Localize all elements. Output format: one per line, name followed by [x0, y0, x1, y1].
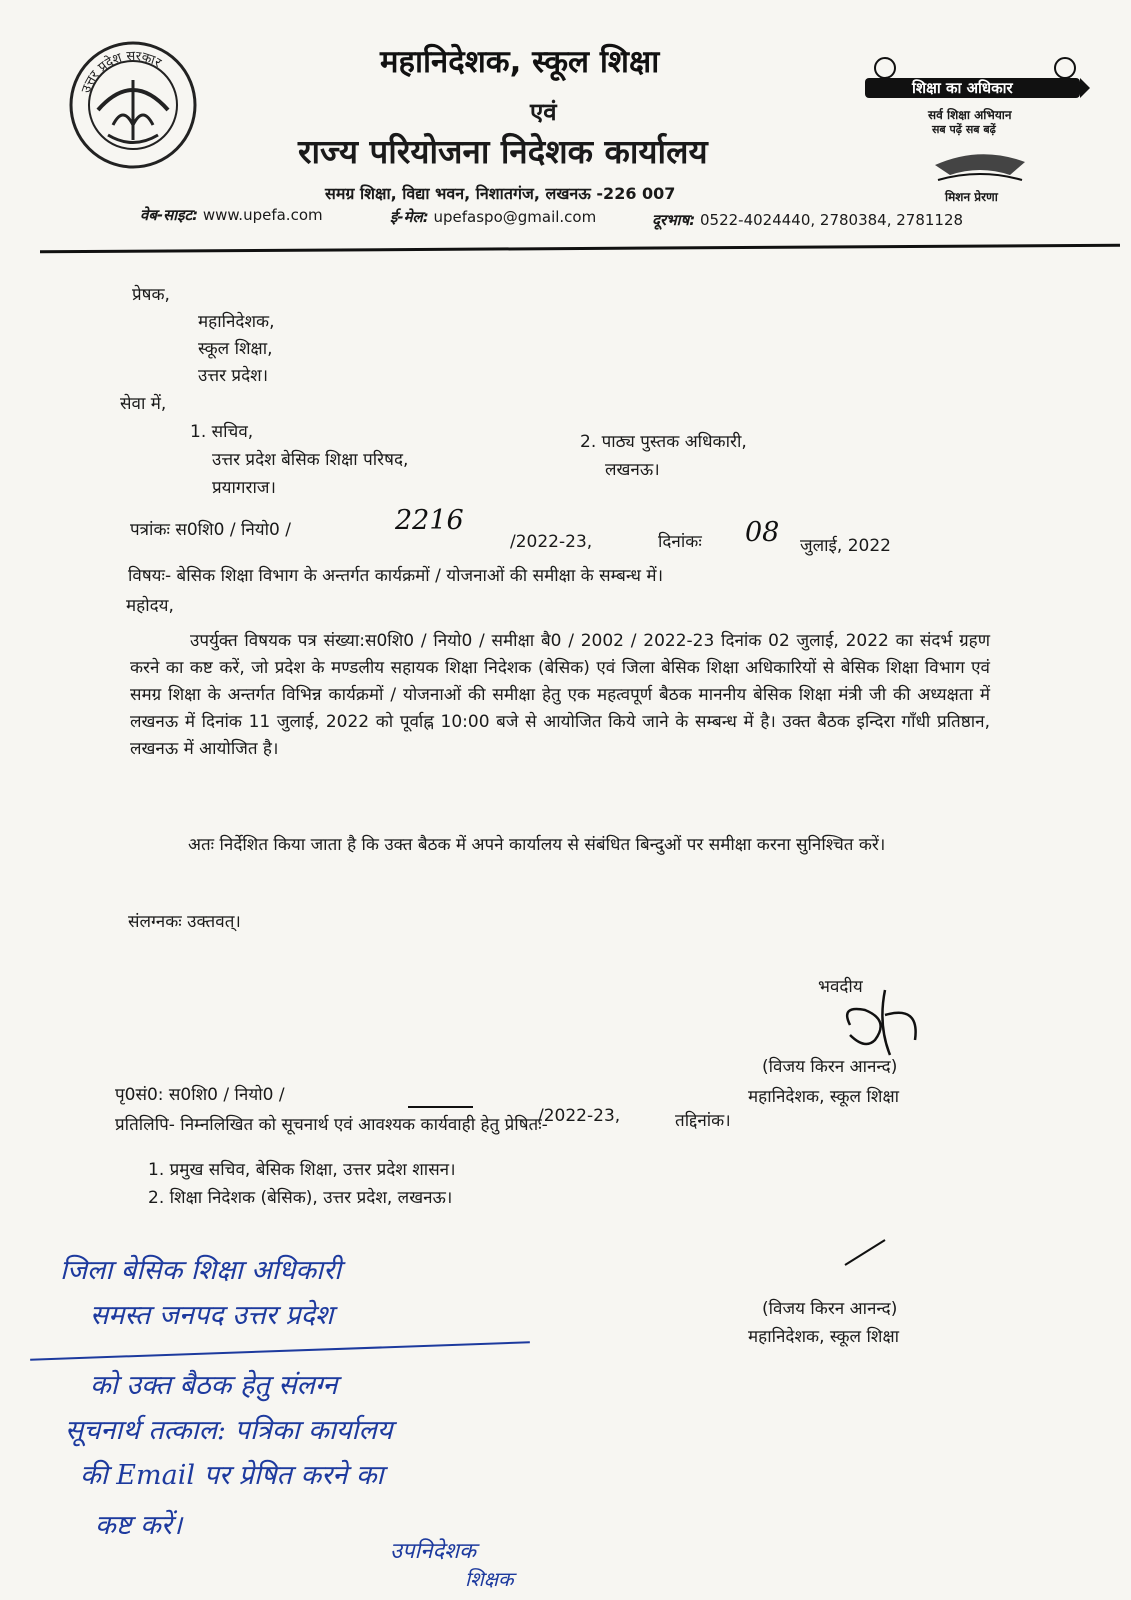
- recipient-1-line: 1. सचिव,: [190, 422, 254, 442]
- letter-ref-label: पत्रांकः स0शि0 / नियो0 /: [130, 520, 292, 540]
- recipient-2-line: लखनऊ।: [605, 460, 660, 480]
- contact-phone: दूरभाष: 0522-4024440, 2780384, 2781128: [652, 211, 964, 229]
- contact-website: वेब-साइट: www.upefa.com: [140, 206, 323, 224]
- header-divider: [40, 244, 1120, 254]
- signatory-name: (विजय किरन आनन्द): [762, 1057, 898, 1077]
- letter-date-day: 08: [745, 517, 780, 548]
- endorsement-ref-label: पृ0सं0: स0शि0 / नियो0 /: [115, 1085, 285, 1105]
- handwritten-signature: उपनिदेशक: [390, 1539, 476, 1564]
- letter-paragraph-2: अतः निर्देशित किया जाता है कि उक्त बैठक में अपने कार्यालय से संबंधित बिन्दुओं पर समीक्षा करना सुनिश्चित करें।: [188, 835, 886, 855]
- contact-email: ई-मेल: upefaspo@gmail.com: [390, 208, 597, 226]
- signature-stroke: [840, 1235, 890, 1270]
- endorsement-ref-year: /2022-23,: [538, 1106, 621, 1126]
- handwritten-signature: शिक्षक: [465, 1567, 514, 1591]
- signatory-title: महानिदेशक, स्कूल शिक्षा: [748, 1087, 900, 1107]
- endorsement-signatory-name: (विजय किरन आनन्द): [762, 1299, 898, 1319]
- handwritten-line: समस्त जनपद उत्तर प्रदेश: [90, 1300, 334, 1331]
- endorsement-date: तद्दिनांक।: [675, 1111, 731, 1131]
- office-title-line3: राज्य परियोजना निदेशक कार्यालय: [298, 132, 708, 171]
- ssa-text: सर्व शिक्षा अभियान: [928, 108, 1012, 122]
- letter-ref-year: /2022-23,: [510, 532, 593, 552]
- handwritten-line: सूचनार्थ तत्काल: पत्रिका कार्यालय: [65, 1415, 393, 1446]
- ssa-slogan: सब पढ़ें सब बढ़ें: [932, 123, 996, 136]
- mission-prerna-text: मिशन प्रेरणा: [945, 190, 998, 204]
- copy-item-2: 2. शिक्षा निदेशक (बेसिक), उत्तर प्रदेश, लखनऊ।: [148, 1188, 453, 1208]
- handwritten-line: कष्ट करें।: [95, 1510, 183, 1541]
- endorsement-signatory-title: महानिदेशक, स्कूल शिक्षा: [748, 1327, 900, 1347]
- sender-line: उत्तर प्रदेश।: [198, 366, 269, 386]
- sender-label: प्रेषक,: [132, 285, 170, 305]
- rte-banner-text: शिक्षा का अधिकार: [912, 79, 1013, 97]
- recipient-1-line: उत्तर प्रदेश बेसिक शिक्षा परिषद,: [212, 450, 409, 470]
- letter-enclosure: संलग्नकः उक्तवत्।: [128, 912, 241, 932]
- office-title-line1: महानिदेशक, स्कूल शिक्षा: [380, 44, 660, 80]
- handwritten-line: को उक्त बैठक हेतु संलग्न: [90, 1370, 338, 1401]
- handwritten-line: जिला बेसिक शिक्षा अधिकारी: [60, 1255, 342, 1286]
- sender-line: स्कूल शिक्षा,: [198, 339, 273, 359]
- letter-salutation: महोदय,: [126, 596, 174, 616]
- copy-item-1: 1. प्रमुख सचिव, बेसिक शिक्षा, उत्तर प्रदेश शासन।: [148, 1160, 456, 1180]
- letter-paragraph-1: उपर्युक्त विषयक पत्र संख्या:स0शि0 / नियो0 / समीक्षा बै0 / 2002 / 2022-23 दिनांक 02 जुलाई, 2022 का संदर्भ ग्रहण करने का कष्ट करें, जो प्रदेश के मण्डलीय सहायक शिक्षा निदेशक (बेसिक) एवं जिला बेसिक शिक्षा अधिकारियों से बेसिक शिक्षा विभाग एवं समग्र शिक्षा के अन्तर्गत विभिन्न कार्यक्रमों / योजनाओं की समीक्षा हेतु एक महत्वपूर्ण बैठक माननीय बेसिक शिक्षा मंत्री जी की अध्यक्षता में लखनऊ में दिनांक 11 जुलाई, 2022 को पूर्वाह्न 10:00 बजे से आयोजित किये जाने के सम्बन्ध में है। उक्त बैठक इन्दिरा गाँधी प्रतिष्ठान, लखनऊ में आयोजित है।: [130, 631, 990, 759]
- letter-subject: विषयः- बेसिक शिक्षा विभाग के अन्तर्गत कार्यक्रमों / योजनाओं की समीक्षा के सम्बन्ध में।: [128, 566, 664, 586]
- ref-blank-line: [408, 1106, 473, 1108]
- closing-text: भवदीय: [818, 977, 863, 997]
- up-government-seal: [68, 40, 198, 170]
- recipient-2-line: 2. पाठ्य पुस्तक अधिकारी,: [580, 432, 747, 452]
- handwritten-underline: [30, 1341, 530, 1360]
- office-address: समग्र शिक्षा, विद्या भवन, निशातगंज, लखनऊ -226 007: [325, 184, 676, 203]
- handwritten-line: की Email पर प्रेषित करने का: [80, 1460, 384, 1491]
- rte-logo: [860, 50, 1090, 215]
- recipient-1-line: प्रयागराज।: [212, 478, 276, 498]
- copy-intro: प्रतिलिपि- निम्नलिखित को सूचनार्थ एवं आवश्यक कार्यवाही हेतु प्रेषितः-: [115, 1115, 548, 1135]
- recipient-label: सेवा में,: [120, 394, 167, 414]
- office-title-line2: एवं: [530, 98, 557, 126]
- svg-text:उत्तर प्रदेश सरकार: उत्तर प्रदेश सरकार: [78, 48, 164, 96]
- letter-ref-number: 2216: [395, 505, 464, 536]
- sender-line: महानिदेशक,: [198, 312, 275, 332]
- letter-date-rest: जुलाई, 2022: [800, 536, 891, 556]
- letter-date-label: दिनांकः: [658, 532, 702, 552]
- signature-mark: [830, 985, 940, 1065]
